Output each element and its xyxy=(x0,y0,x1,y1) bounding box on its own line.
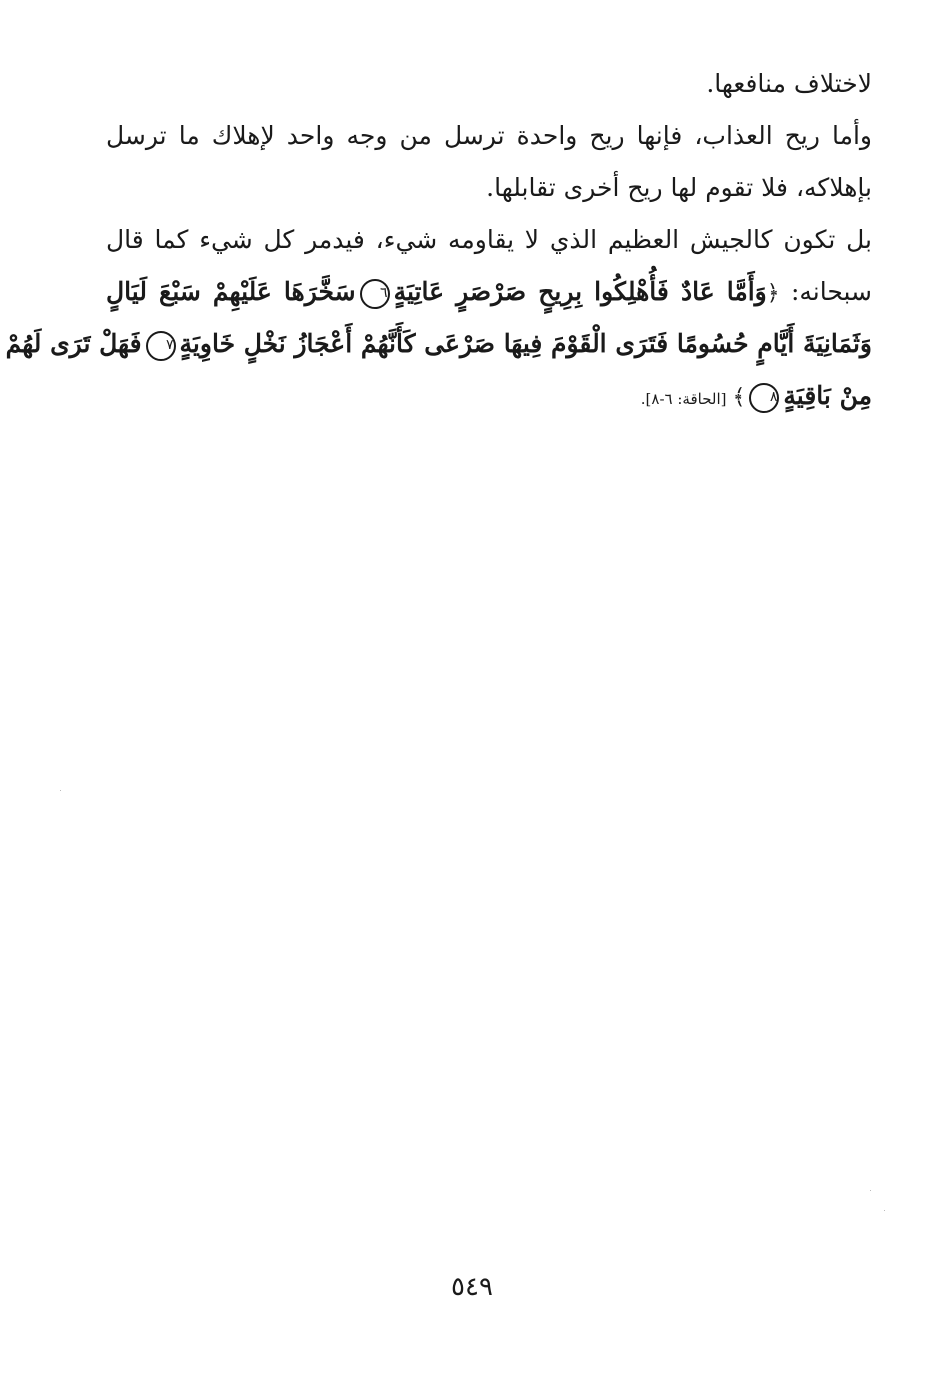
quran-verse-7-start: سَخَّرَهَا عَلَيْهِمْ سَبْعَ لَيَالٍ xyxy=(106,277,356,306)
text-line-5 xyxy=(106,266,872,318)
quran-verse-8-start: فَهَلْ تَرَى لَهُمْ xyxy=(5,329,142,358)
text-line-3: بإهلاكه، فلا تقوم لها ريح أخرى تقابلها. xyxy=(486,173,872,202)
quran-verse-7: وَثَمَانِيَةَ أَيَّامٍ حُسُومًا فَتَرَى الْقَوْمَ فِيهَا صَرْعَى كَأَنَّهُمْ أَعْجَازُ نَخْلٍ خَاوِيَةٍ xyxy=(179,329,872,358)
scan-speck xyxy=(884,1210,885,1211)
main-text xyxy=(5,58,872,422)
text-line-1: لاختلاف منافعها. xyxy=(706,69,872,98)
quran-open-bracket: ﴿ xyxy=(766,281,780,306)
ayah-number-8: ٨ xyxy=(749,383,779,413)
text-line-2: وأما ريح العذاب، فإنها ريح واحدة ترسل من وجه واحد لإهلاك ما ترسل xyxy=(106,121,872,150)
quran-close-bracket: ﴾ xyxy=(732,385,746,410)
text-line-6 xyxy=(5,318,872,370)
ayah-number-6: ٦ xyxy=(360,279,390,309)
intro-text: سبحانه: xyxy=(779,277,872,306)
scan-speck xyxy=(870,1190,871,1191)
text-line-4: بل تكون كالجيش العظيم الذي لا يقاومه شيء، فيدمر كل شيء كما قال xyxy=(106,225,872,254)
quran-verse-6: وَأَمَّا عَادٌ فَأُهْلِكُوا بِرِيحٍ صَرْصَرٍ عَاتِيَةٍ xyxy=(393,277,767,306)
scan-speck xyxy=(60,790,61,791)
text-line-7 xyxy=(106,370,872,422)
quran-verse-8: مِنْ بَاقِيَةٍ xyxy=(783,381,872,410)
surah-citation: [الحاقة: ٦-٨]. xyxy=(640,390,727,408)
ayah-number-7: ٧ xyxy=(146,331,176,361)
page-number: ٥٤٩ xyxy=(451,1272,493,1302)
